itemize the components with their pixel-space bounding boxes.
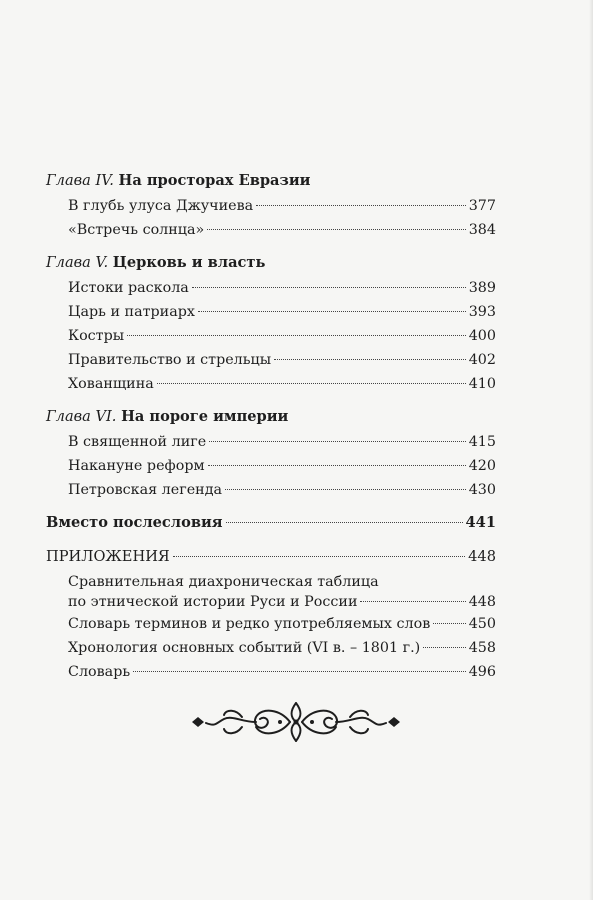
toc-entry-title: Словарь терминов и редко употребляемых слов: [68, 616, 431, 632]
table-of-contents: [46, 168, 496, 684]
toc-entry[interactable]: [46, 372, 496, 396]
toc-entry-page: 389: [468, 280, 496, 296]
chapter-title: Церковь и власть: [112, 254, 266, 271]
toc-entry-page: 393: [468, 304, 496, 320]
dot-leader: [133, 671, 466, 672]
toc-entry-appendices[interactable]: [46, 544, 496, 570]
dot-leader: [360, 601, 465, 602]
dot-leader: [127, 335, 466, 336]
toc-entry-title: Хронология основных событий (VI в. – 1801 г.): [68, 640, 421, 656]
dot-leader: [192, 287, 466, 288]
toc-entry-title: Петровская легенда: [68, 482, 223, 498]
chapter-title: На пороге империи: [121, 408, 289, 425]
toc-entry-multiline[interactable]: [46, 572, 496, 612]
toc-entry-title: Истоки раскола: [68, 280, 189, 296]
dot-leader: [208, 465, 466, 466]
toc-entry[interactable]: [46, 218, 496, 242]
toc-entry[interactable]: [46, 660, 496, 684]
toc-entry-page: 377: [468, 198, 496, 214]
toc-entry[interactable]: [46, 276, 496, 300]
toc-entry-title: Накануне реформ: [68, 458, 205, 474]
toc-entry-page: 410: [468, 376, 496, 392]
toc-entry-page: 441: [465, 514, 496, 531]
chapter-label: Глава IV.: [46, 172, 114, 189]
toc-entry[interactable]: [46, 194, 496, 218]
dot-leader: [256, 205, 466, 206]
toc-entry[interactable]: [46, 430, 496, 454]
toc-entry-title: Хованщина: [68, 376, 154, 392]
toc-entry-title: Царь и патриарх: [68, 304, 195, 320]
toc-entry-page: 384: [468, 222, 496, 238]
toc-entry-page: 430: [468, 482, 496, 498]
toc-entry-page: 420: [468, 458, 496, 474]
toc-entry-title-line1: Сравнительная диахроническая таблица: [68, 574, 379, 590]
toc-entry-page: 496: [468, 664, 496, 680]
toc-entry-title: «Встречь солнца»: [68, 222, 205, 238]
toc-entry[interactable]: [46, 636, 496, 660]
chapter-title: На просторах Евразии: [118, 172, 311, 189]
dot-leader: [209, 441, 466, 442]
toc-entry-page: 400: [468, 328, 496, 344]
chapter-heading-5[interactable]: [46, 250, 496, 276]
dot-leader: [173, 556, 465, 557]
dot-leader: [207, 229, 465, 230]
toc-entry-title: В священной лиге: [68, 434, 207, 450]
toc-entry-title: Словарь: [68, 664, 131, 680]
toc-entry-title: Вместо послесловия: [46, 514, 223, 531]
toc-entry-afterword[interactable]: [46, 510, 496, 536]
dot-leader: [274, 359, 466, 360]
toc-entry[interactable]: [46, 478, 496, 502]
dot-leader: [433, 623, 465, 624]
dot-leader: [423, 647, 465, 648]
dot-leader: [198, 311, 466, 312]
chapter-heading-6[interactable]: [46, 404, 496, 430]
toc-entry[interactable]: [46, 300, 496, 324]
toc-entry[interactable]: [46, 324, 496, 348]
dot-leader: [157, 383, 466, 384]
toc-entry[interactable]: [46, 612, 496, 636]
toc-entry-line2: [68, 592, 496, 612]
toc-entry-title-line2: по этнической истории Руси и России: [68, 594, 358, 610]
toc-entry[interactable]: [46, 454, 496, 478]
toc-entry-page: 448: [468, 548, 496, 565]
chapter-label: Глава V.: [46, 254, 109, 271]
dot-leader: [225, 489, 466, 490]
toc-entry-title: Правительство и стрельцы: [68, 352, 272, 368]
toc-entry-title: В глубь улуса Джучиева: [68, 198, 254, 214]
toc-entry-page: 458: [468, 640, 496, 656]
toc-entry-page: 450: [468, 616, 496, 632]
toc-entry-page: 448: [468, 594, 496, 610]
toc-entry-page: 402: [468, 352, 496, 368]
chapter-label: Глава VI.: [46, 408, 117, 425]
page-edge-shadow: [589, 0, 593, 900]
toc-entry-title: ПРИЛОЖЕНИЯ: [46, 548, 170, 565]
chapter-heading-4[interactable]: [46, 168, 496, 194]
toc-entry-title: Костры: [68, 328, 125, 344]
dot-leader: [226, 522, 463, 523]
toc-entry[interactable]: [46, 348, 496, 372]
toc-entry-page: 415: [468, 434, 496, 450]
scroll-ornament-icon: [190, 697, 402, 747]
